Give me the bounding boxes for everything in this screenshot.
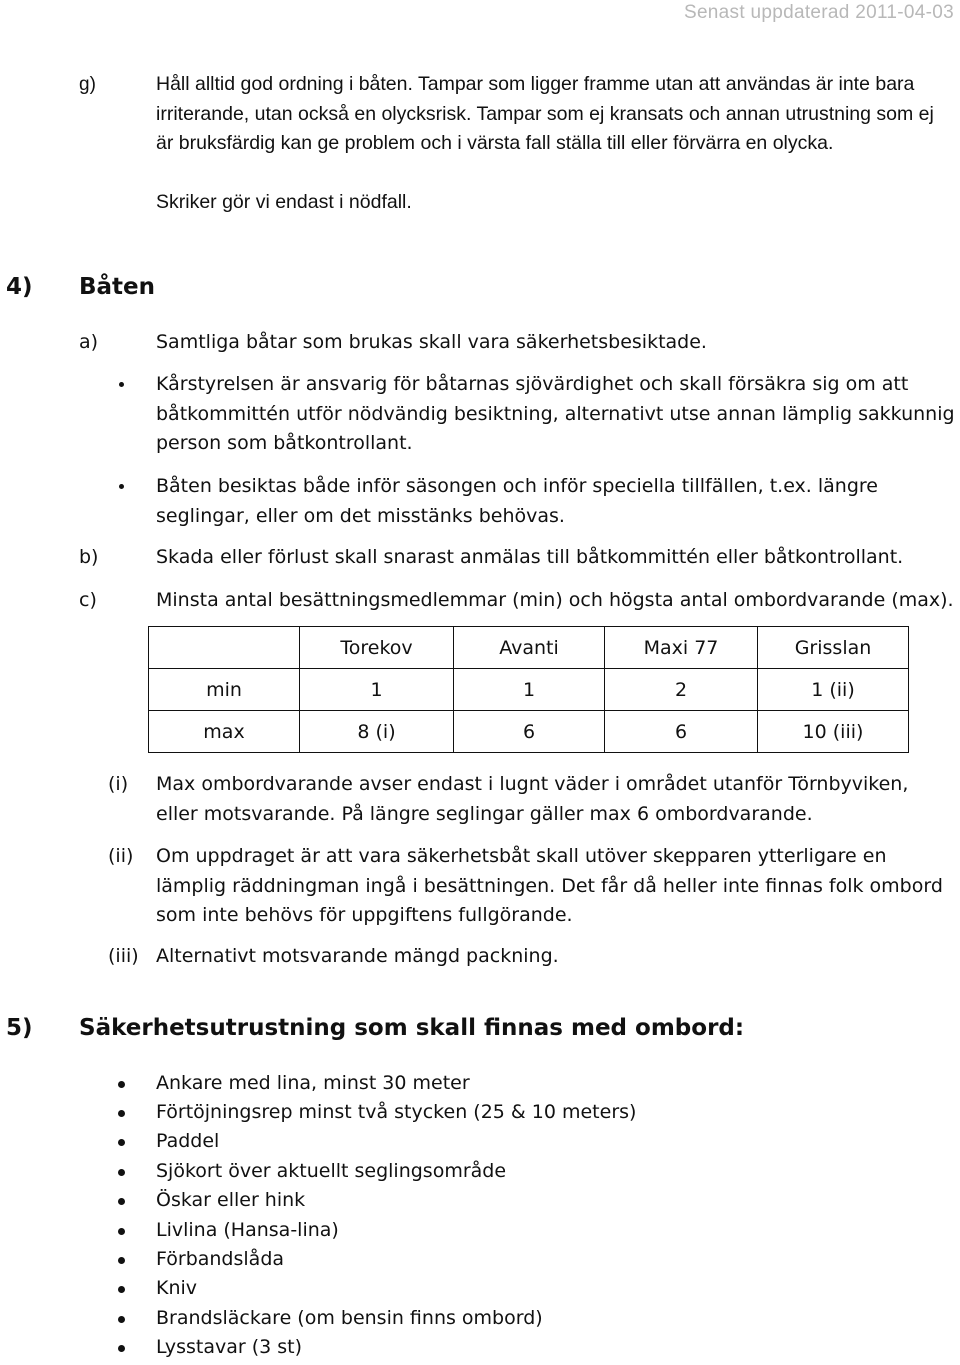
table-cell: 8 (i): [300, 711, 454, 753]
bullet-dot-icon: [118, 1228, 125, 1235]
equipment-item: Lysstavar (3 st): [156, 1336, 303, 1358]
note-i-label: (i): [108, 773, 129, 795]
bullet-dot-icon: [118, 1139, 125, 1146]
item-g-line2: Skriker gör vi endast i nödfall.: [156, 191, 412, 213]
table-row: [149, 669, 909, 711]
table-cell: 6: [454, 711, 605, 753]
bullet-dot-icon: [119, 484, 124, 489]
equipment-item: Förbandslåda: [156, 1248, 285, 1270]
table-cell: max: [149, 711, 300, 753]
last-updated-header: Senast uppdaterad 2011-04-03: [683, 2, 954, 23]
table-cell: 1: [300, 669, 454, 711]
equipment-item: Sjökort över aktuellt seglingsområde: [156, 1160, 507, 1182]
item-c-text: Minsta antal besättningsmedlemmar (min) och högsta antal ombordvarande (max).: [156, 589, 954, 611]
section-4-bullet-2: Båten besiktas både inför säsongen och inför speciella tillfällen, t.ex. längre seglingar, eller om det misstänks behövas.: [156, 475, 878, 527]
section-4-bullet-1: Kårstyrelsen är ansvarig för båtarnas sjövärdighet och skall försäkra sig om att båtkommittén utför nödvändig besiktning, alternativt utse annan lämplig sakkunnig person som båtkontrollant.: [156, 373, 955, 454]
crew-table: [148, 626, 909, 753]
item-b-text: Skada eller förlust skall snarast anmälas till båtkommittén eller båtkontrollant.: [156, 546, 904, 568]
equipment-item: Paddel: [156, 1130, 220, 1152]
table-cell: 1: [454, 669, 605, 711]
section-5-title: Säkerhetsutrustning som skall finnas med ombord:: [79, 1015, 745, 1041]
note-i-text: Max ombordvarande avser endast i lugnt väder i området utanför Törnbyviken, eller motsvarande. På längre seglingar gäller max 6 ombordvarande.: [156, 773, 909, 825]
item-a-label: a): [79, 331, 99, 353]
table-row: [149, 711, 909, 753]
item-g-label: g): [79, 74, 96, 95]
bullet-dot-icon: [118, 1169, 125, 1176]
table-cell: min: [149, 669, 300, 711]
equipment-item: Kniv: [156, 1277, 198, 1299]
table-header-row: [149, 627, 909, 669]
equipment-item: Ankare med lina, minst 30 meter: [156, 1072, 470, 1094]
bullet-dot-icon: [118, 1110, 125, 1117]
note-iii-text: Alternativt motsvarande mängd packning.: [156, 945, 559, 967]
item-g-text: Håll alltid god ordning i båten. Tampar som ligger framme utan att användas är inte bara irriterande, utan också en olycksrisk. Tampar som ej kransats och annan utrustning som ej är bruksfärdig kan ge problem och i värsta fall ställa till eller förvärra en olycka.: [156, 73, 934, 154]
table-cell: 10 (iii): [758, 711, 909, 753]
section-4-number: 4): [6, 274, 33, 300]
item-c-label: c): [79, 589, 97, 611]
table-cell: 6: [605, 711, 758, 753]
equipment-item: Förtöjningsrep minst två stycken (25 & 10 meters): [156, 1101, 637, 1123]
bullet-dot-icon: [118, 1081, 125, 1088]
bullet-dot-icon: [118, 1257, 125, 1264]
section-4-title: Båten: [79, 274, 156, 300]
note-ii-text: Om uppdraget är att vara säkerhetsbåt skall utöver skepparen ytterligare en lämplig räddningman ingå i besättningen. Det får då heller inte finnas folk ombord som inte behövs för uppgiftens fullgörande.: [156, 845, 943, 926]
note-iii-label: (iii): [108, 945, 139, 967]
equipment-item: Brandsläckare (om bensin finns ombord): [156, 1307, 543, 1329]
table-cell: 2: [605, 669, 758, 711]
equipment-item: Öskar eller hink: [156, 1189, 306, 1211]
bullet-dot-icon: [118, 1345, 125, 1352]
table-header-cell: Avanti: [454, 627, 605, 669]
bullet-dot-icon: [118, 1316, 125, 1323]
table-cell: 1 (ii): [758, 669, 909, 711]
section-5-number: 5): [6, 1015, 33, 1041]
item-a-text: Samtliga båtar som brukas skall vara säkerhetsbesiktade.: [156, 331, 707, 353]
bullet-dot-icon: [118, 1286, 125, 1293]
table-header-cell: Grisslan: [758, 627, 909, 669]
note-ii-label: (ii): [108, 845, 134, 867]
table-header-cell: [149, 627, 300, 669]
table-header-cell: Torekov: [300, 627, 454, 669]
bullet-dot-icon: [118, 1198, 125, 1205]
table-header-cell: Maxi 77: [605, 627, 758, 669]
equipment-item: Livlina (Hansa-lina): [156, 1219, 339, 1241]
item-b-label: b): [79, 546, 99, 568]
bullet-dot-icon: [119, 382, 124, 387]
